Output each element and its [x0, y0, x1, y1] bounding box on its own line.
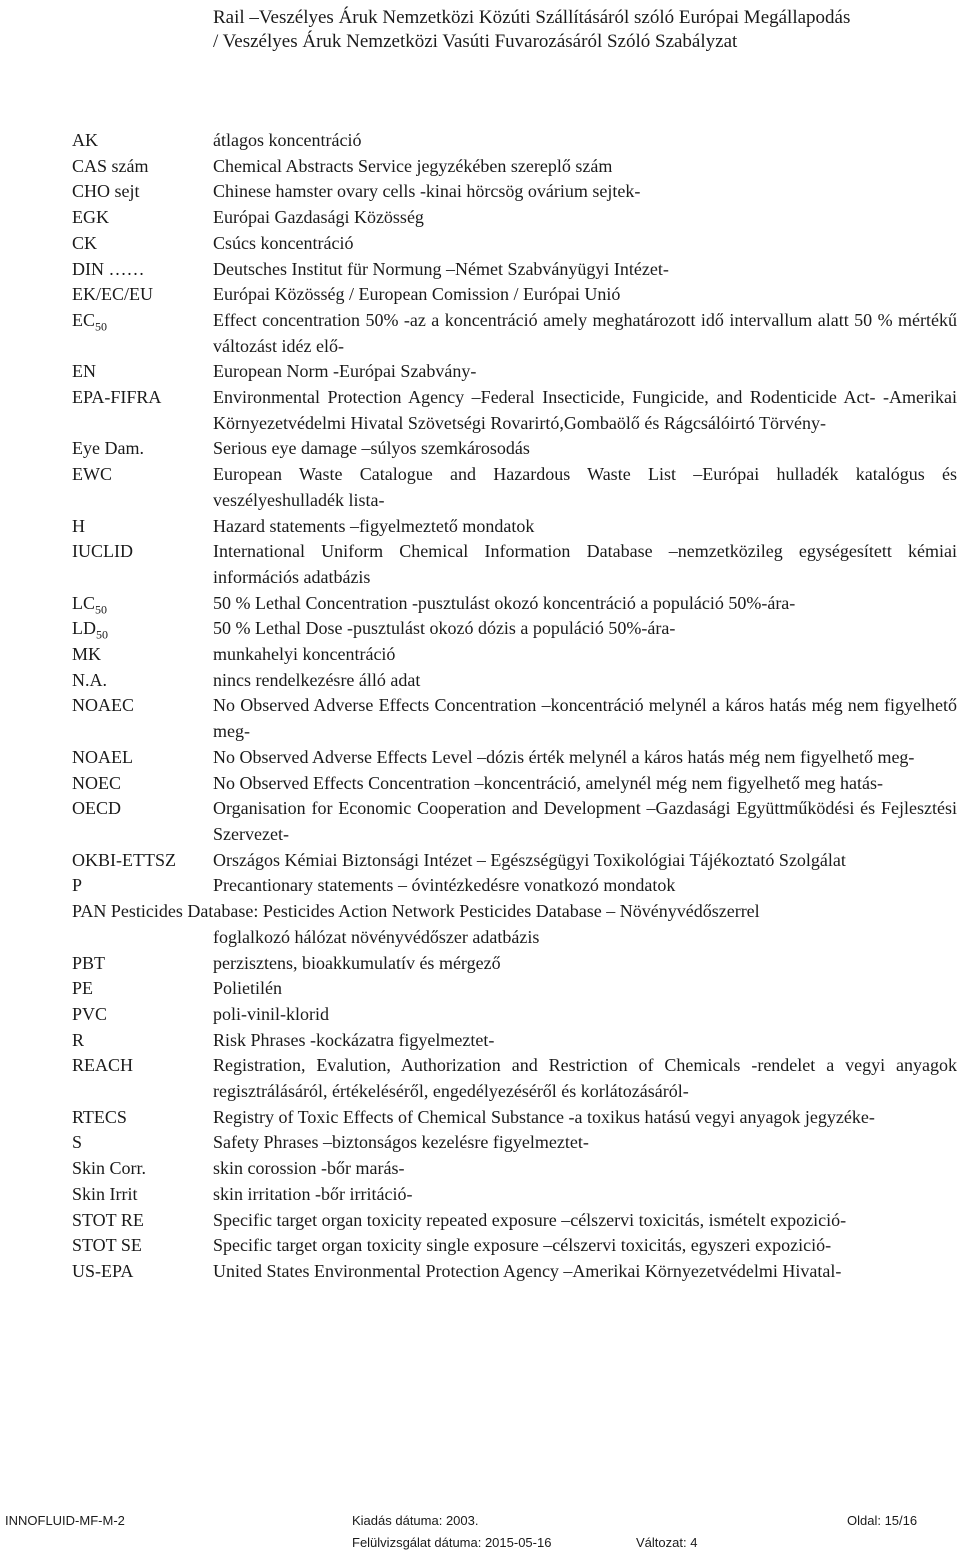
glossary-row	[0, 951, 960, 977]
glossary-abbreviation	[72, 359, 96, 385]
glossary-abbreviation	[72, 616, 108, 642]
glossary-abbreviation-text: P	[72, 875, 83, 896]
glossary-definition	[72, 899, 957, 950]
glossary-definition: Risk Phrases -kockázatra figyelmeztet-	[213, 1029, 495, 1050]
glossary-definition: European Waste Catalogue and Hazardous Waste List –Európai hulladék katalógus és veszélyeshulladék lista-	[213, 464, 957, 510]
glossary-row	[0, 539, 960, 590]
glossary-row	[0, 1156, 960, 1182]
glossary-definition: Deutsches Institut für Normung –Német Szabványügyi Intézet-	[213, 258, 669, 279]
glossary-abbreviation-text: EC	[72, 309, 96, 330]
glossary-abbreviation-text: US-EPA	[72, 1260, 134, 1281]
glossary-abbreviation-text: S	[72, 1132, 83, 1153]
glossary-abbreviation-text: CAS szám	[72, 155, 149, 176]
glossary-abbreviation-subscript: 50	[95, 319, 108, 334]
glossary-definition: perzisztens, bioakkumulatív és mérgező	[213, 952, 501, 973]
glossary-definition: Hazard statements –figyelmeztető mondatok	[213, 515, 535, 536]
glossary-row	[0, 796, 960, 847]
footer-review-date: Felülvizsgálat dátuma: 2015-05-16	[352, 1535, 552, 1550]
glossary-abbreviation-text: CHO sejt	[72, 181, 140, 202]
glossary-definition-cont: foglalkozó hálózat növényvédőszer adatbázis	[213, 926, 540, 947]
glossary-definition: Precantionary statements – óvintézkedésre vonatkozó mondatok	[213, 875, 676, 896]
glossary-abbreviation	[72, 771, 121, 797]
glossary-definition: Európai Gazdasági Közösség	[213, 207, 424, 228]
glossary-definition: Environmental Protection Agency –Federal Insecticide, Fungicide, and Rodenticide Act- -Amerikai Környezetvédelmi Hivatal Szövetségi Rovarirtó,Gombaölő és Rágcsálóirtó Törvény-	[213, 387, 957, 433]
glossary-row	[0, 436, 960, 462]
glossary-abbreviation-text: H	[72, 515, 85, 536]
footer-issue-date: Kiadás dátuma: 2003.	[352, 1513, 479, 1528]
glossary-abbreviation	[72, 745, 133, 771]
glossary-abbreviation	[72, 1233, 142, 1259]
glossary-abbreviation	[72, 308, 107, 334]
glossary-row	[0, 899, 960, 950]
glossary-row	[0, 359, 960, 385]
glossary-row	[0, 282, 960, 308]
glossary-row	[0, 179, 960, 205]
glossary-abbreviation-text: Eye Dam.	[72, 438, 144, 459]
glossary-abbreviation-text: OECD	[72, 798, 121, 819]
glossary-abbreviation-text: N.A.	[72, 669, 107, 690]
glossary-row	[0, 616, 960, 642]
glossary-abbreviation-text: LD	[72, 618, 96, 639]
glossary-abbreviation-text: RTECS	[72, 1106, 127, 1127]
glossary-abbreviation	[72, 1130, 82, 1156]
glossary-definition: Polietilén	[213, 978, 282, 999]
glossary-abbreviation	[72, 693, 134, 719]
glossary-abbreviation	[72, 668, 107, 694]
glossary-abbreviation-text: EGK	[72, 207, 109, 228]
glossary-definition: Specific target organ toxicity repeated exposure –célszervi toxicitás, ismételt expozició-	[213, 1209, 847, 1230]
glossary-row	[0, 462, 960, 513]
glossary-abbreviation-text: PVC	[72, 1003, 108, 1024]
document-header	[213, 6, 953, 54]
glossary-abbreviation-text: Skin Irrit	[72, 1183, 138, 1204]
footer-doc-id: INNOFLUID-MF-M-2	[5, 1513, 125, 1528]
glossary-row	[0, 385, 960, 436]
glossary-abbreviation-text: R	[72, 1029, 85, 1050]
glossary-row	[0, 308, 960, 359]
glossary-definition: Organisation for Economic Cooperation and Development –Gazdasági Együttműködési és Fejlesztési Szervezet-	[213, 798, 957, 844]
glossary-abbreviation	[72, 951, 105, 977]
glossary-definition-first: Pesticides Database: Pesticides Action Network Pesticides Database – Növényvédőszerrel	[110, 901, 760, 922]
glossary-abbreviation-text: EN	[72, 361, 96, 382]
footer-page-number: Oldal: 15/16	[847, 1513, 918, 1528]
glossary-definition: Serious eye damage –súlyos szemkárosodás	[213, 438, 530, 459]
glossary-abbreviation-text: EPA-FIFRA	[72, 387, 162, 408]
glossary-abbreviation	[72, 642, 101, 668]
glossary-abbreviation	[72, 179, 140, 205]
glossary-row	[0, 1208, 960, 1234]
glossary-abbreviation-text: STOT RE	[72, 1209, 144, 1230]
glossary-abbreviation-text: OKBI-ETTSZ	[72, 849, 176, 870]
glossary-definition: Chinese hamster ovary cells -kinai hörcsög ovárium sejtek-	[213, 181, 641, 202]
glossary-abbreviation-text: DIN ……	[72, 258, 145, 279]
glossary-abbreviation-text: PE	[72, 978, 94, 999]
glossary-abbreviation	[72, 1105, 127, 1131]
glossary-abbreviation-text: NOAEC	[72, 695, 134, 716]
glossary-abbreviation-text: NOAEL	[72, 746, 133, 767]
glossary-abbreviation	[72, 154, 149, 180]
glossary-definition: United States Environmental Protection Agency –Amerikai Környezetvédelmi Hivatal-	[213, 1260, 842, 1281]
glossary-row	[0, 1105, 960, 1131]
glossary-row	[0, 257, 960, 283]
glossary-definition: No Observed Effects Concentration –koncentráció, amelynél még nem figyelhető meg hatás-	[213, 772, 883, 793]
glossary-row	[0, 1028, 960, 1054]
glossary-abbreviation-text: AK	[72, 130, 98, 150]
glossary-abbreviation	[72, 873, 82, 899]
glossary-definition: skin corossion -bőr marás-	[213, 1158, 405, 1179]
glossary-row	[0, 1182, 960, 1208]
glossary-abbreviation	[72, 514, 85, 540]
glossary-abbreviation-text: STOT SE	[72, 1235, 142, 1256]
glossary-abbreviation: PAN	[72, 901, 107, 922]
glossary-abbreviation	[72, 591, 107, 617]
glossary-row	[0, 128, 960, 154]
glossary-row	[0, 231, 960, 257]
glossary-abbreviation	[72, 1208, 144, 1234]
glossary-abbreviation	[72, 128, 98, 154]
glossary-row	[0, 642, 960, 668]
glossary-definition: Specific target organ toxicity single exposure –célszervi toxicitás, egyszeri expozició-	[213, 1235, 832, 1256]
glossary-definition: Csúcs koncentráció	[213, 232, 354, 253]
glossary-abbreviation	[72, 1182, 138, 1208]
glossary-abbreviation	[72, 436, 144, 462]
glossary-definition: Registration, Evalution, Authorization and Restriction of Chemicals -rendelet a vegyi anyagok regisztrálásáról, értékeléséről, engedélyezéséről és korlátozásáról-	[213, 1055, 957, 1102]
glossary-row	[0, 1002, 960, 1028]
glossary-row	[0, 976, 960, 1002]
glossary-definition: 50 % Lethal Dose -pusztulást okozó dózis a populáció 50%-ára-	[213, 618, 676, 639]
glossary-definition: átlagos koncentráció	[213, 130, 362, 150]
glossary-abbreviation	[72, 1156, 146, 1182]
glossary-abbreviation-text: CK	[72, 232, 98, 253]
glossary-definition: 50 % Lethal Concentration -pusztulást okozó koncentráció a populáció 50%-ára-	[213, 592, 796, 613]
glossary-abbreviation	[72, 462, 112, 488]
glossary-row	[0, 1053, 960, 1104]
glossary-row	[0, 668, 960, 694]
glossary-row	[0, 1233, 960, 1259]
glossary-definition: skin irritation -bőr irritáció-	[213, 1183, 413, 1204]
glossary-definition: munkahelyi koncentráció	[213, 644, 396, 665]
glossary-abbreviation-text: PBT	[72, 952, 106, 973]
glossary-row	[0, 693, 960, 744]
glossary-abbreviation	[72, 385, 161, 411]
glossary-definition: Európai Közösség / European Comission / Európai Unió	[213, 284, 621, 305]
glossary-definition: poli-vinil-klorid	[213, 1003, 329, 1024]
glossary-abbreviation-subscript: 50	[96, 627, 108, 642]
glossary-abbreviation	[72, 976, 93, 1002]
glossary-row	[0, 1130, 960, 1156]
glossary-abbreviation	[72, 848, 176, 874]
glossary-definition: No Observed Adverse Effects Level –dózis érték melynél a káros hatás még nem figyelhető meg-	[213, 746, 915, 767]
glossary-definition: Safety Phrases –biztonságos kezelésre figyelmeztet-	[213, 1132, 589, 1153]
glossary-abbreviation	[72, 1259, 133, 1285]
glossary-row	[0, 1259, 960, 1285]
glossary-definition: International Uniform Chemical Information Database –nemzetközileg egységesített kémiai információs adatbázis	[213, 541, 957, 587]
glossary-row	[0, 205, 960, 231]
glossary-abbreviation-text: MK	[72, 644, 102, 665]
footer-version: Változat: 4	[636, 1535, 698, 1550]
glossary-definition: Effect concentration 50% -az a koncentráció amely meghatározott idő intervallum alatt 50 % mértékű változást idéz elő-	[213, 309, 957, 356]
glossary-abbreviation-text: REACH	[72, 1055, 134, 1076]
glossary-abbreviation	[72, 1053, 133, 1079]
glossary-abbreviation	[72, 257, 145, 283]
glossary-abbreviation-text: EWC	[72, 464, 112, 485]
glossary-row	[0, 591, 960, 617]
glossary-abbreviation	[72, 539, 133, 565]
glossary-abbreviation-text: IUCLID	[72, 541, 133, 562]
glossary-abbreviation	[72, 796, 121, 822]
glossary-definition: nincs rendelkezésre álló adat	[213, 669, 421, 690]
glossary-row	[0, 848, 960, 874]
glossary-abbreviation-text: Skin Corr.	[72, 1158, 147, 1179]
glossary-row	[0, 154, 960, 180]
glossary-row	[0, 514, 960, 540]
glossary-definition: Chemical Abstracts Service jegyzékében szereplő szám	[213, 155, 613, 176]
glossary-definition: European Norm -Európai Szabvány-	[213, 361, 477, 382]
glossary-abbreviation	[72, 231, 97, 257]
header-line-1: Rail –Veszélyes Áruk Nemzetközi Közúti Szállításáról szóló Európai Megállapodás	[213, 7, 851, 28]
abbreviation-glossary	[0, 128, 960, 1285]
glossary-definition: No Observed Adverse Effects Concentration –koncentráció melynél a káros hatás még nem figyelhető meg-	[213, 695, 957, 742]
glossary-row	[0, 771, 960, 797]
glossary-abbreviation	[72, 1028, 84, 1054]
glossary-row	[0, 745, 960, 771]
glossary-abbreviation-text: NOEC	[72, 772, 121, 793]
glossary-row	[0, 873, 960, 899]
glossary-definition: Országos Kémiai Biztonsági Intézet – Egészségügyi Toxikológiai Tájékoztató Szolgálat	[213, 849, 846, 870]
header-line-2: / Veszélyes Áruk Nemzetközi Vasúti Fuvarozásáról Szóló Szabályzat	[213, 31, 738, 52]
glossary-abbreviation-subscript: 50	[95, 602, 108, 617]
glossary-abbreviation-text: EK/EC/EU	[72, 284, 153, 305]
glossary-abbreviation	[72, 282, 153, 308]
glossary-abbreviation-text: LC	[72, 592, 96, 613]
glossary-abbreviation	[72, 1002, 107, 1028]
glossary-abbreviation	[72, 205, 109, 231]
glossary-definition: Registry of Toxic Effects of Chemical Substance -a toxikus hatású vegyi anyagok jegyzéke-	[213, 1106, 875, 1127]
